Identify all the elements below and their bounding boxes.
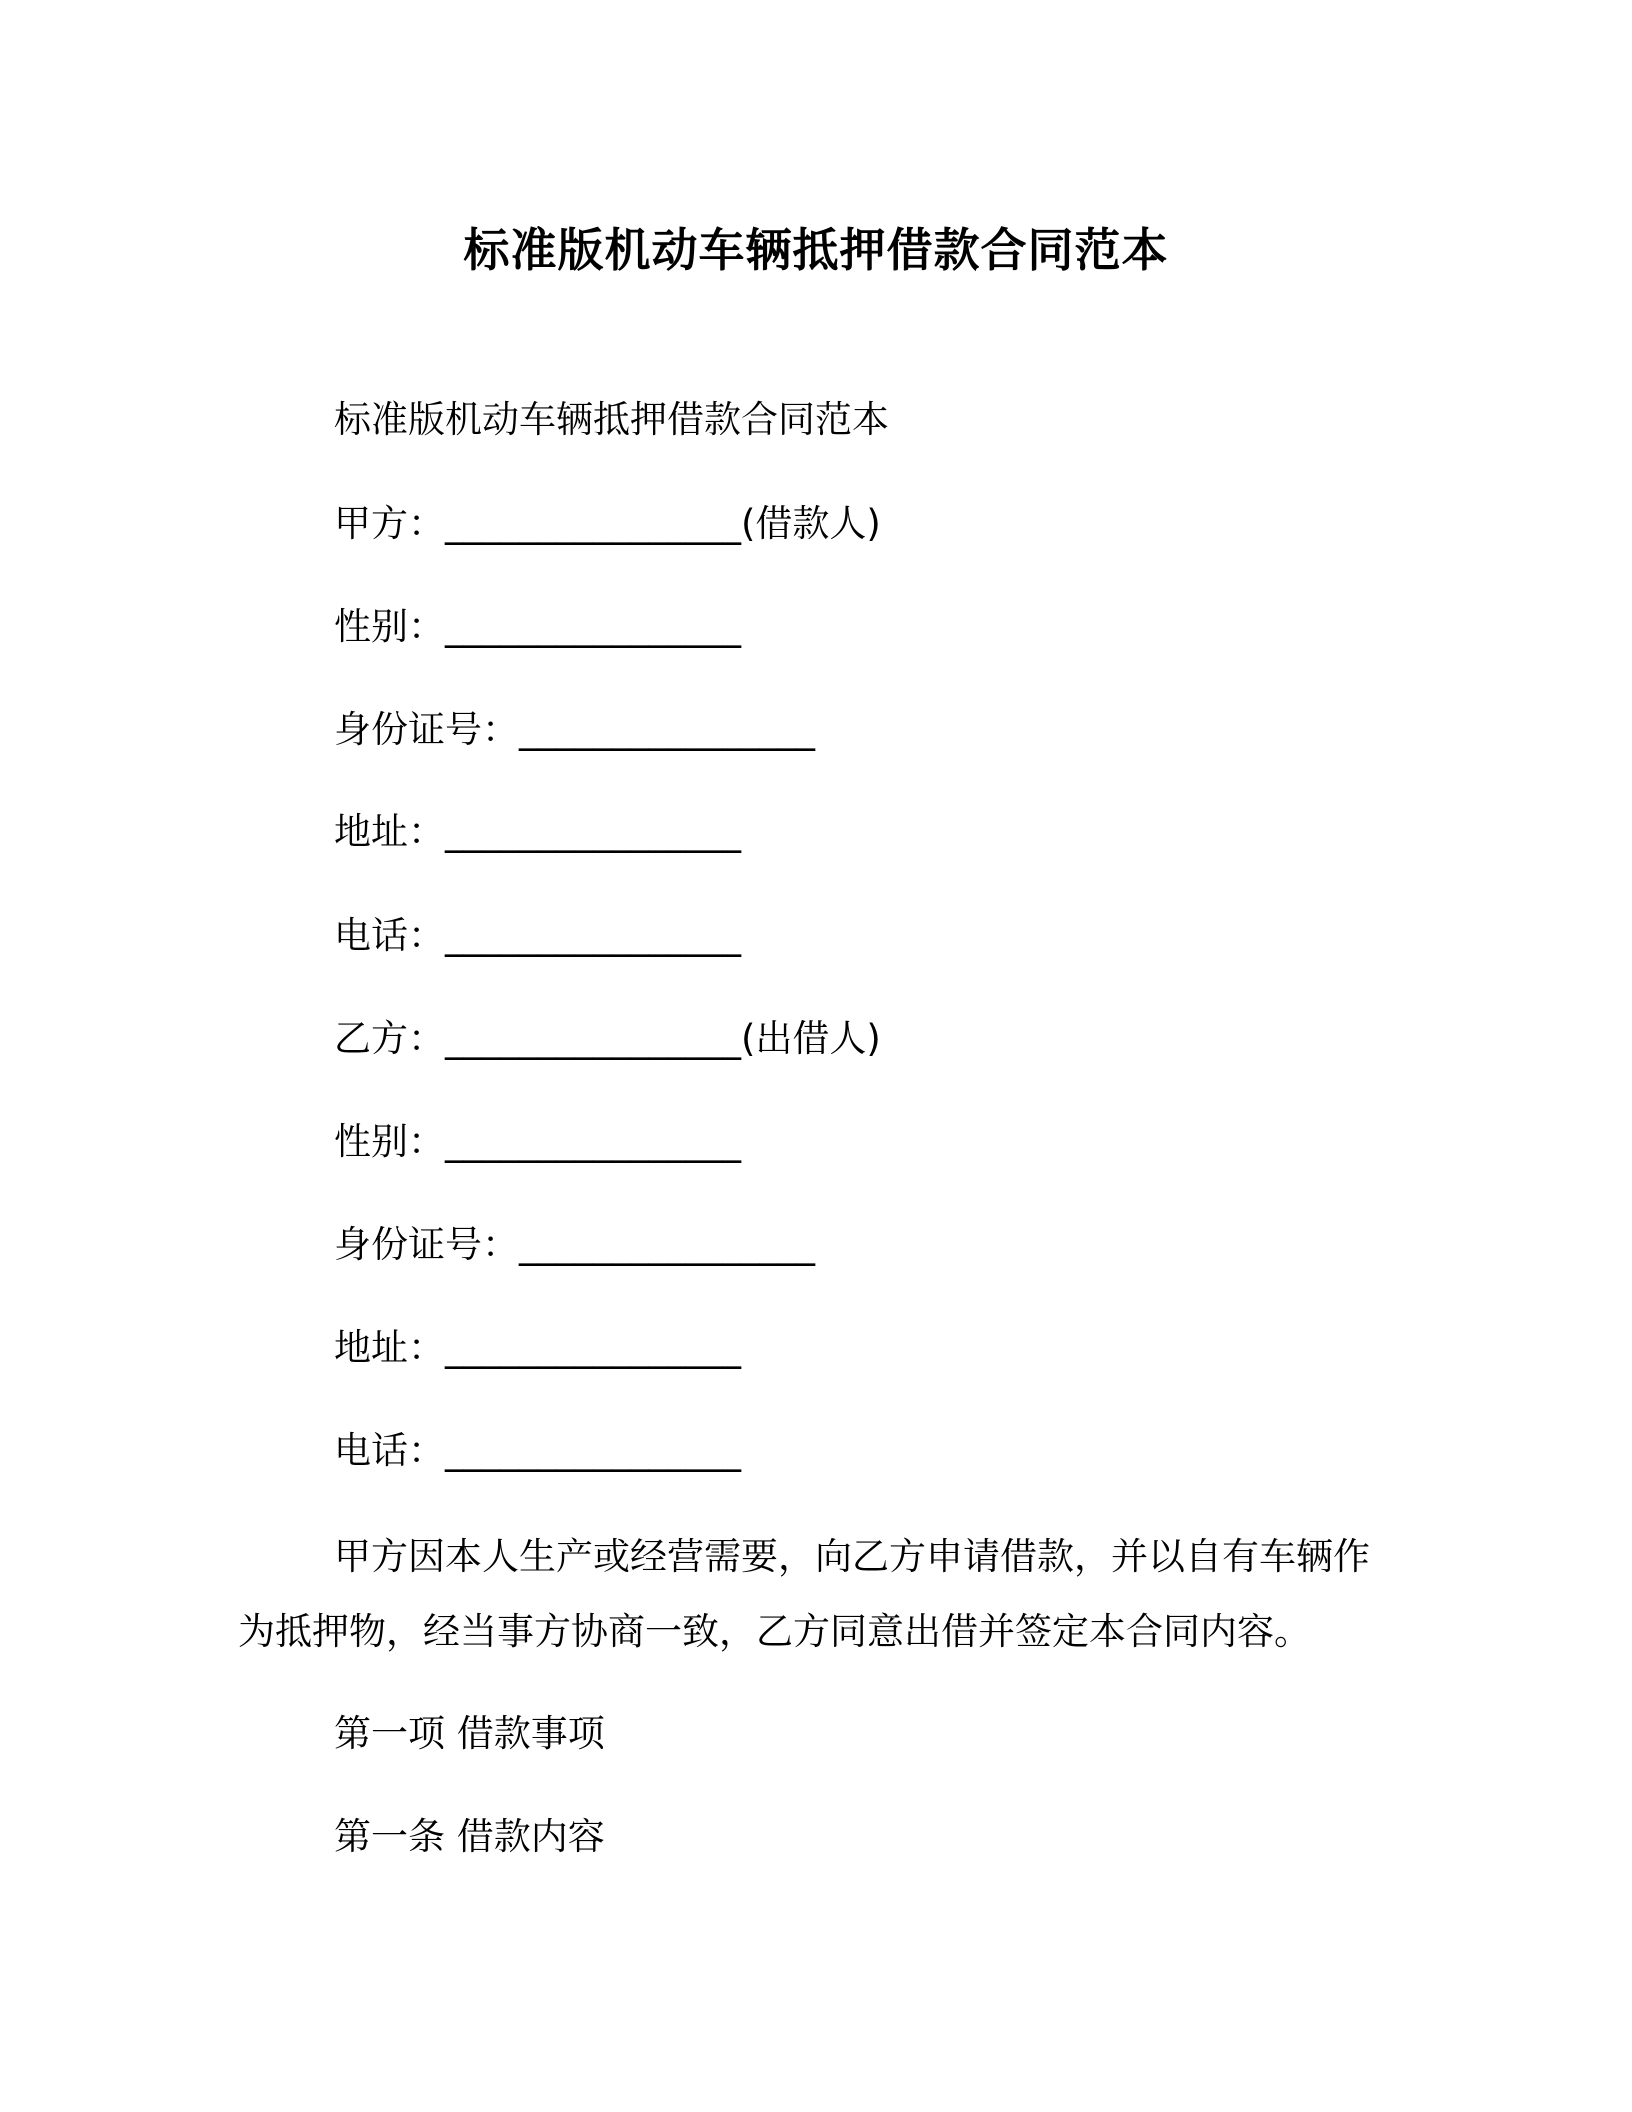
party-a-line: 甲方：________________(借款人) (334, 502, 881, 545)
party-b-id-line: 身份证号：________________ (334, 1223, 815, 1266)
party-a-gender-line: 性别：________________ (334, 605, 741, 648)
party-a-phone-line: 电话：________________ (334, 914, 741, 957)
document-title: 标准版机动车辆抵押借款合同范本 (463, 223, 1169, 277)
party-b-gender-line: 性别：________________ (334, 1120, 741, 1163)
article-heading: 第一条 借款内容 (334, 1815, 605, 1858)
party-b-address-line: 地址：________________ (334, 1326, 741, 1369)
intro-paragraph: 甲方因本人生产或经营需要，向乙方申请借款，并以自有车辆作为抵押物，经当事方协商一致，乙方同意出借并签定本合同内容。 (238, 1535, 1370, 1653)
party-b-phone-line: 电话：________________ (334, 1429, 741, 1472)
section-heading: 第一项 借款事项 (334, 1712, 605, 1755)
party-a-address-line: 地址：________________ (334, 810, 741, 853)
subtitle-line: 标准版机动车辆抵押借款合同范本 (334, 398, 889, 441)
party-b-line: 乙方：________________(出借人) (334, 1017, 881, 1060)
party-a-id-line: 身份证号：________________ (334, 708, 815, 751)
